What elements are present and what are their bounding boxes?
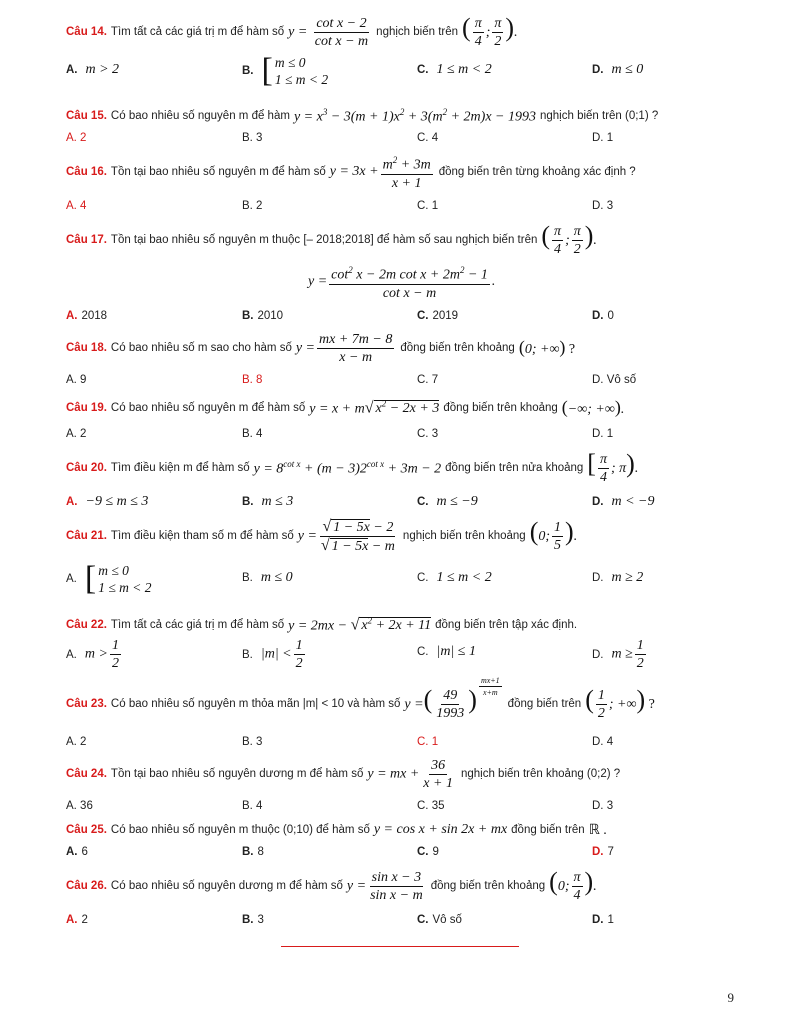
- option-a[interactable]: A. 6: [66, 846, 88, 858]
- option-d[interactable]: D. 1: [592, 428, 614, 440]
- formula: y = $\frac{\text{sin x − 3}}{\text{sin x − m}}$: [346, 869, 423, 903]
- option-d[interactable]: D. 3: [592, 200, 614, 212]
- option-b[interactable]: B. [ m ≤ 0 1 ≤ m < 2: [242, 52, 329, 89]
- option-a[interactable]: A. 2: [66, 914, 88, 926]
- interval: ( $\frac{\pi}{4}$ ; $\frac{\pi}{2}$ ).: [541, 220, 597, 258]
- option-a[interactable]: A. 9: [66, 374, 87, 386]
- formula: $y = 8^{cot x} + (m - 3)2^{cot x} + 3m - 2$: [253, 458, 442, 477]
- option-d[interactable]: D. Vô số: [592, 374, 637, 386]
- formula: y = mx + $\frac{36}{x + 1}$: [367, 757, 453, 791]
- formula: $y = x^3 - 3(m + 1)x^2 + 3(m^2 + 2m)x - 1993$: [293, 106, 536, 125]
- option-c[interactable]: C. 1: [417, 200, 439, 212]
- interval: (0; $\frac{1}{5}$ ).: [529, 516, 578, 554]
- formula: y = $\frac{mx + 7m - 8}{x - m}$: [295, 331, 393, 365]
- real-set: ℝ .: [588, 822, 607, 838]
- option-d[interactable]: D. 4: [592, 736, 614, 748]
- option-d[interactable]: D. m < −9: [592, 494, 655, 509]
- option-b[interactable]: B. 2: [242, 200, 263, 212]
- question-label: Câu 14.: [66, 26, 107, 38]
- formula: y = x + m√ $x^2 - 2x + 3$: [309, 398, 440, 417]
- option-b[interactable]: B. 8: [242, 374, 263, 386]
- formula: y = $\frac{\cot^2 x - 2m \cot x + 2m^2 - 1}{\text{cot x − m}}$ .: [308, 265, 496, 301]
- option-d[interactable]: D. m ≥ 2: [592, 570, 644, 585]
- page-number: 9: [727, 990, 734, 1005]
- option-a[interactable]: A. 2: [66, 428, 87, 440]
- option-c[interactable]: C. 2019: [417, 310, 459, 322]
- option-a[interactable]: A. 2018: [66, 310, 108, 322]
- option-c[interactable]: C. 9: [417, 846, 439, 858]
- option-a[interactable]: A. 2: [66, 132, 87, 144]
- option-b[interactable]: B. 4: [242, 800, 263, 812]
- interval: (0; +∞) ?: [518, 337, 576, 357]
- option-b[interactable]: B. m ≤ 0: [242, 570, 293, 585]
- option-d[interactable]: D. m ≤ 0: [592, 62, 644, 77]
- option-b[interactable]: B. m ≤ 3: [242, 494, 294, 509]
- option-c[interactable]: C. 7: [417, 374, 439, 386]
- option-d[interactable]: D. 7: [592, 846, 614, 858]
- option-a[interactable]: A. m > 2: [66, 62, 120, 77]
- option-a[interactable]: A. 36: [66, 800, 93, 812]
- option-a[interactable]: A. 2: [66, 736, 87, 748]
- option-b[interactable]: B. |m| < $\frac{1}{2}$: [242, 638, 303, 671]
- option-c[interactable]: C. |m| ≤ 1: [417, 644, 476, 659]
- option-d[interactable]: D. 1: [592, 914, 614, 926]
- interval: (−∞; +∞).: [561, 397, 625, 417]
- option-c[interactable]: C. 4: [417, 132, 439, 144]
- option-c[interactable]: C. 1: [417, 736, 439, 748]
- option-c[interactable]: C. 1 ≤ m < 2: [417, 570, 492, 585]
- option-c[interactable]: C. 35: [417, 800, 445, 812]
- option-b[interactable]: B. 3: [242, 132, 263, 144]
- formula: y =( $\frac{49}{1993}$ ) $^{\frac{mx+1}{x+m}}$: [404, 675, 500, 722]
- option-a[interactable]: A. 4: [66, 200, 87, 212]
- option-d[interactable]: D. m ≥ $\frac{1}{2}$: [592, 638, 644, 671]
- option-a[interactable]: A. [ m ≤ 0 1 ≤ m < 2: [66, 560, 152, 597]
- interval: [ $\frac{\pi}{4}$ ; π).: [587, 448, 639, 486]
- formula: y = $\frac{\text{cot x − 2}}{\text{cot x − m}}$: [288, 15, 369, 49]
- option-a[interactable]: A. m > $\frac{1}{2}$: [66, 638, 119, 671]
- option-c[interactable]: C. 1 ≤ m < 2: [417, 62, 492, 77]
- question-text: Tìm tất cả các giá trị m để hàm số: [110, 26, 285, 38]
- formula: y = 3x + $\frac{m^2 + 3m}{x + 1}$: [329, 155, 431, 191]
- option-d[interactable]: D. 0: [592, 310, 614, 322]
- option-c[interactable]: C. 3: [417, 428, 439, 440]
- option-b[interactable]: B. 3: [242, 914, 264, 926]
- formula: y = cos x + sin 2x + mx: [373, 822, 508, 837]
- option-b[interactable]: B. 8: [242, 846, 264, 858]
- formula: y = 2mx − √ $x^2 + 2x + 11$: [288, 615, 432, 634]
- option-c[interactable]: C. Vô số: [417, 914, 462, 926]
- interval: ( $\frac{1}{2}$ ; +∞) ?: [585, 684, 655, 722]
- option-b[interactable]: B. 3: [242, 736, 263, 748]
- option-d[interactable]: D. 1: [592, 132, 614, 144]
- interval: ( $\frac{\pi}{4}$ ; $\frac{\pi}{2}$ ).: [462, 12, 518, 50]
- option-b[interactable]: B. 4: [242, 428, 263, 440]
- option-c[interactable]: C. m ≤ −9: [417, 494, 478, 509]
- interval: (0; $\frac{\pi}{4}$ ).: [549, 866, 597, 904]
- option-d[interactable]: D. 3: [592, 800, 614, 812]
- footer-divider: [281, 946, 519, 947]
- option-b[interactable]: B. 2010: [242, 310, 284, 322]
- formula: y = $\frac{√ 1 - 5x - 2}{√ 1 - 5x - m}$: [297, 517, 395, 554]
- option-a[interactable]: A. −9 ≤ m ≤ 3: [66, 494, 149, 509]
